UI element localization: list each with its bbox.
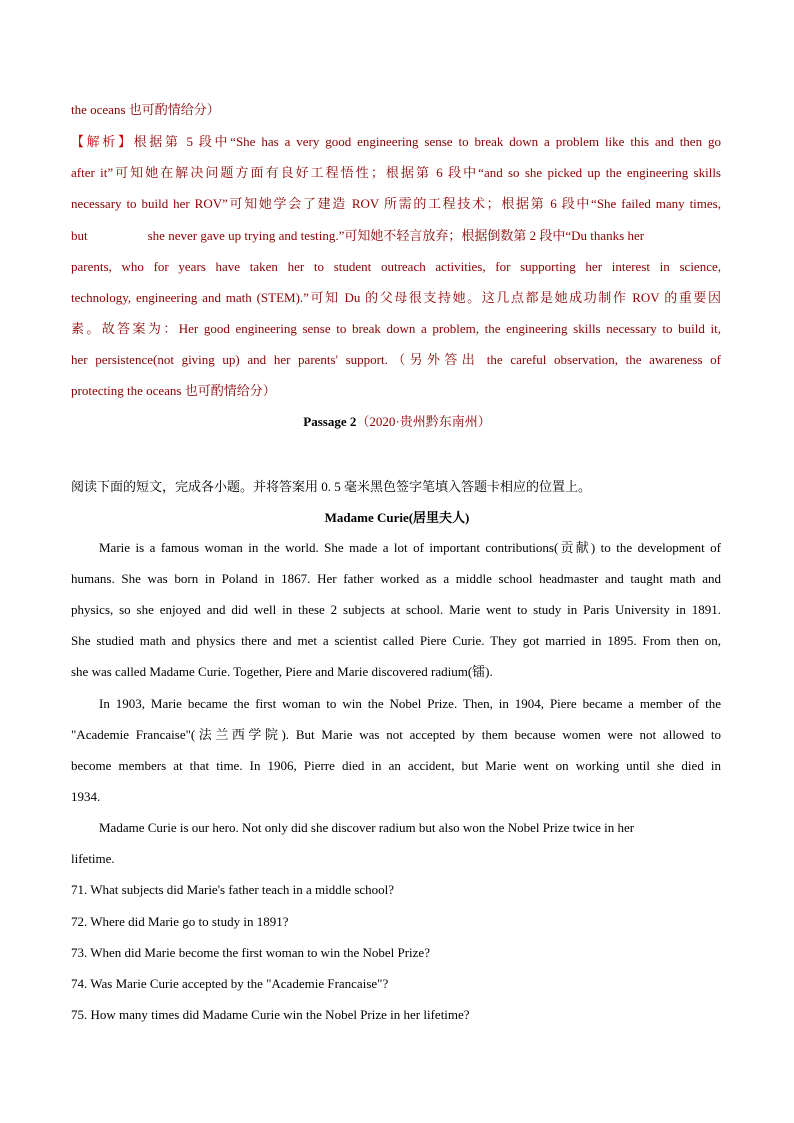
instruction-text: 阅读下面的短文，完成各小题。并将答案用 0. 5 毫米黑色签字笔填入答题卡相应的位置上。 xyxy=(71,479,592,494)
paragraph-1-line-2: humans. She was born in Poland in 1867. Her father worked as a middle school headmaster and taught math and xyxy=(71,571,721,586)
question-75: 75. How many times did Madame Curie win the Nobel Prize in her lifetime? xyxy=(71,1007,470,1022)
analysis-line-3: necessary to build her ROV”可知她学会了建造 ROV 所需的工程技术；根据第 6 段中“She failed many times, xyxy=(71,196,721,211)
passage-title: Passage 2 xyxy=(303,414,357,429)
analysis-line-6: technology, engineering and math (STEM).”可知 Du 的父母很支持她。这几点都是她成功制作 ROV 的重要因 xyxy=(71,290,721,305)
analysis-line-9: protecting the oceans 也可酌情给分） xyxy=(71,383,276,398)
analysis-line-1: 【解析】根据第 5 段中“She has a very good engineering sense to break down a problem like this and then go xyxy=(71,134,721,149)
paragraph-1-line-4: She studied math and physics there and met a scientist called Piere Curie. They got married in 1895. From then on, xyxy=(71,633,721,648)
analysis-line-7: 素。故答案为：Her good engineering sense to break down a problem, the engineering skills necessary to build it, xyxy=(71,321,721,336)
paragraph-1-line-3: physics, so she enjoyed and did well in these 2 subjects at school. Marie went to study in Paris University in 1891. xyxy=(71,602,721,617)
paragraph-1-line-5: she was called Madame Curie. Together, Piere and Marie discovered radium(镭). xyxy=(71,664,493,679)
paragraph-3-line-1: Madame Curie is our hero. Not only did she discover radium but also won the Nobel Prize twice in her xyxy=(99,820,635,835)
analysis-line-4: but she never gave up trying and testing.”可知她不轻言放弃；根据倒数第 2 段中“Du thanks her xyxy=(71,228,645,243)
article-title: Madame Curie(居里夫人) xyxy=(324,510,470,525)
paragraph-2-line-2: "Academie Francaise"(法兰西学院). But Marie was not accepted by them because women were not allowed to xyxy=(71,727,721,742)
analysis-line-8: her persistence(not giving up) and her parents' support.（另外答出 the careful observation, the awareness of xyxy=(71,352,721,367)
question-72: 72. Where did Marie go to study in 1891? xyxy=(71,914,289,929)
analysis-prev-line: the oceans 也可酌情给分） xyxy=(71,102,220,117)
passage-source: （2020·贵州黔东南州） xyxy=(356,414,491,429)
paragraph-3-line-2: lifetime. xyxy=(71,851,115,866)
passage-heading xyxy=(0,414,794,430)
question-74: 74. Was Marie Curie accepted by the "Academie Francaise"? xyxy=(71,976,389,991)
analysis-line-5: parents, who for years have taken her to student outreach activities, for supporting her interest in science, xyxy=(71,259,721,274)
question-73: 73. When did Marie become the first woman to win the Nobel Prize? xyxy=(71,945,430,960)
question-71: 71. What subjects did Marie's father teach in a middle school? xyxy=(71,882,395,897)
paragraph-2-line-3: become members at that time. In 1906, Pierre died in an accident, but Marie went on working until she died in xyxy=(71,758,721,773)
paragraph-2-line-4: 1934. xyxy=(71,789,101,804)
analysis-line-2: after it”可知她在解决问题方面有良好工程悟性；根据第 6 段中“and so she picked up the engineering skills xyxy=(71,165,721,180)
paragraph-1-line-1: Marie is a famous woman in the world. She made a lot of important contributions(贡献) to the development of xyxy=(99,540,721,555)
analysis-label: 【解析】 xyxy=(71,134,134,149)
paragraph-2-line-1: In 1903, Marie became the first woman to win the Nobel Prize. Then, in 1904, Piere became a member of the xyxy=(99,696,721,711)
